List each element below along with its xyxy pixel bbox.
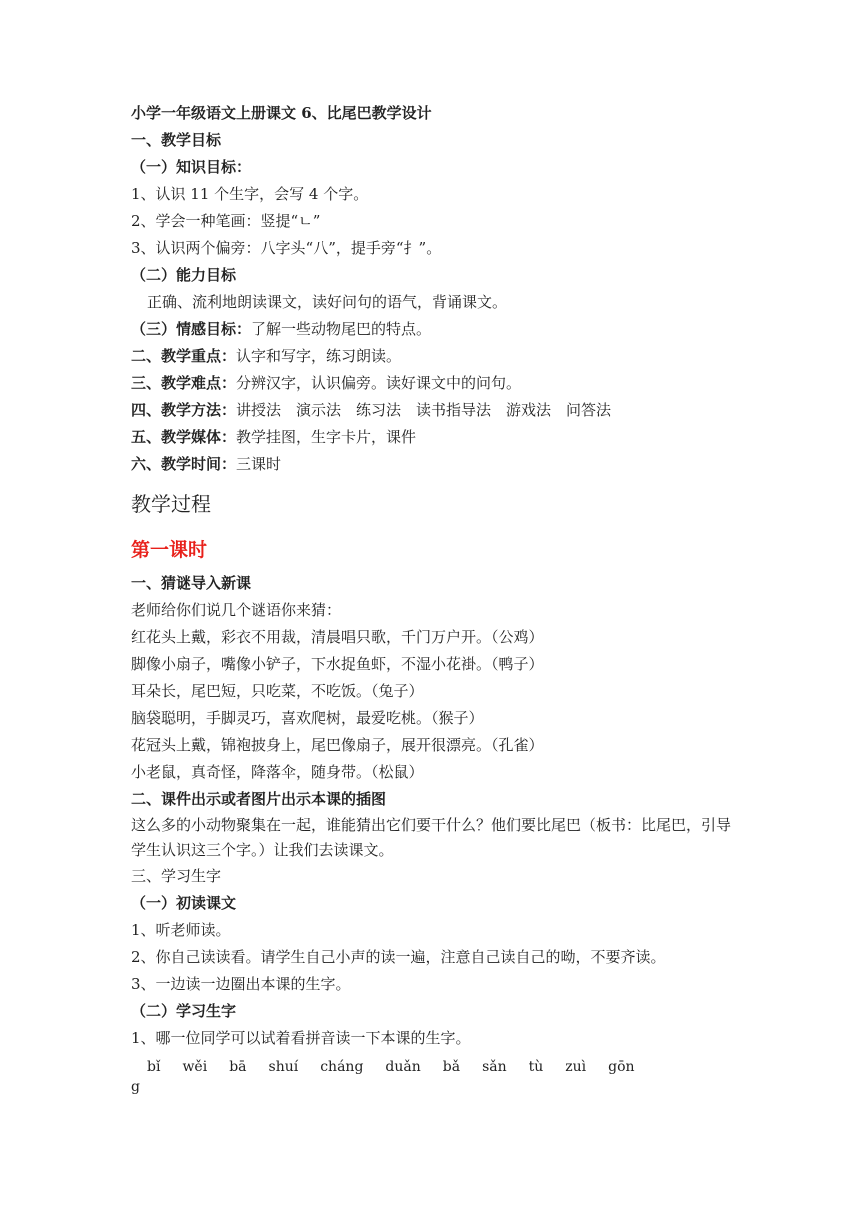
pinyin-syllable: shuí — [268, 1059, 299, 1075]
emotion-label: （三）情感目标： — [131, 320, 252, 338]
pinyin-syllable: tù — [528, 1059, 544, 1075]
section3-sub2-heading: （二）学习生字 — [131, 1002, 237, 1020]
knowledge-item: 3、认识两个偏旁：八字头“八”，提手旁“扌”。 — [131, 239, 442, 257]
lesson1-heading: 第一课时 — [131, 539, 208, 561]
difficulties-text: 分辨汉字，认识偏旁。读好课文中的问句。 — [236, 374, 522, 392]
section2-heading: 二、课件出示或者图片出示本课的插图 — [131, 790, 387, 808]
doc-title: 小学一年级语文上册课文 6、比尾巴教学设计 — [131, 104, 432, 122]
knowledge-heading: （一）知识目标： — [131, 158, 252, 176]
knowledge-item: 1、认识 11 个生字，会写 4 个字。 — [131, 185, 369, 203]
ability-heading: （二）能力目标 — [131, 266, 237, 284]
pinyin-syllable: cháng — [320, 1059, 364, 1075]
methods-text: 讲授法 演示法 练习法 读书指导法 游戏法 问答法 — [236, 401, 612, 419]
pinyin-syllable: sǎn — [482, 1059, 507, 1075]
document-page — [131, 100, 741, 1096]
pinyin-tail: g — [131, 1079, 140, 1095]
media-text: 教学挂图，生字卡片，课件 — [236, 428, 417, 446]
pinyin-syllable: bǎ — [442, 1059, 461, 1075]
time-text: 三课时 — [236, 455, 282, 473]
media-label: 五、教学媒体： — [131, 428, 237, 446]
riddle-line: 小老鼠，真奇怪，降落伞，随身带。（松鼠） — [131, 763, 424, 781]
time-label: 六、教学时间： — [131, 455, 237, 473]
section3-sub1-heading: （一）初读课文 — [131, 894, 237, 912]
riddle-line: 脚像小扇子，嘴像小铲子，下水捉鱼虾，不湿小花褂。（鸭子） — [131, 655, 544, 673]
pinyin-syllable: wěi — [182, 1059, 208, 1075]
section1-heading: 一、猜谜导入新课 — [131, 574, 252, 592]
riddle-line: 红花头上戴，彩衣不用裁，清晨唱只歌，千门万户开。（公鸡） — [131, 628, 544, 646]
emotion-row — [131, 316, 741, 343]
time-row — [131, 451, 741, 478]
section1-intro: 老师给你们说几个谜语你来猜： — [131, 601, 342, 619]
difficulties-row — [131, 370, 741, 397]
riddle-line: 耳朵长，尾巴短，只吃菜，不吃饭。（兔子） — [131, 682, 424, 700]
pinyin-syllable: bā — [229, 1059, 247, 1075]
sub1-item: 1、听老师读。 — [131, 921, 231, 939]
pinyin-syllable: gōn — [608, 1059, 635, 1075]
methods-row — [131, 397, 741, 424]
section3-heading: 三、学习生字 — [131, 867, 222, 885]
key-points-text: 认字和写字，练习朗读。 — [236, 347, 402, 365]
sub1-item: 3、一边读一边圈出本课的生字。 — [131, 975, 351, 993]
pinyin-row — [131, 1056, 741, 1078]
sub1-item: 2、你自己读读看。请学生自己小声的读一遍，注意自己读自己的呦，不要齐读。 — [131, 948, 666, 966]
difficulties-label: 三、教学难点： — [131, 374, 237, 392]
knowledge-item: 2、学会一种笔画：竖提“ㄴ” — [131, 212, 321, 230]
methods-label: 四、教学方法： — [131, 401, 237, 419]
media-row — [131, 424, 741, 451]
section2-text: 这么多的小动物聚集在一起，谁能猜出它们要干什么？他们要比尾巴（板书：比尾巴，引导学生认识这三个字。）让我们去读课文。 — [131, 816, 732, 859]
key-points-row — [131, 343, 741, 370]
process-heading: 教学过程 — [131, 492, 211, 516]
pinyin-syllable: duǎn — [385, 1059, 421, 1075]
objectives-heading: 一、教学目标 — [131, 131, 222, 149]
key-points-label: 二、教学重点： — [131, 347, 237, 365]
emotion-text: 了解一些动物尾巴的特点。 — [251, 320, 432, 338]
pinyin-syllable: bǐ — [147, 1059, 161, 1075]
riddle-line: 花冠头上戴，锦袍披身上，尾巴像扇子，展开很漂亮。（孔雀） — [131, 736, 544, 754]
sub2-item: 1、哪一位同学可以试着看拼音读一下本课的生字。 — [131, 1029, 471, 1047]
pinyin-syllable: zuì — [565, 1059, 587, 1075]
riddle-line: 脑袋聪明，手脚灵巧，喜欢爬树，最爱吃桃。（猴子） — [131, 709, 484, 727]
ability-text: 正确、流利地朗读课文，读好问句的语气，背诵课文。 — [147, 293, 508, 311]
